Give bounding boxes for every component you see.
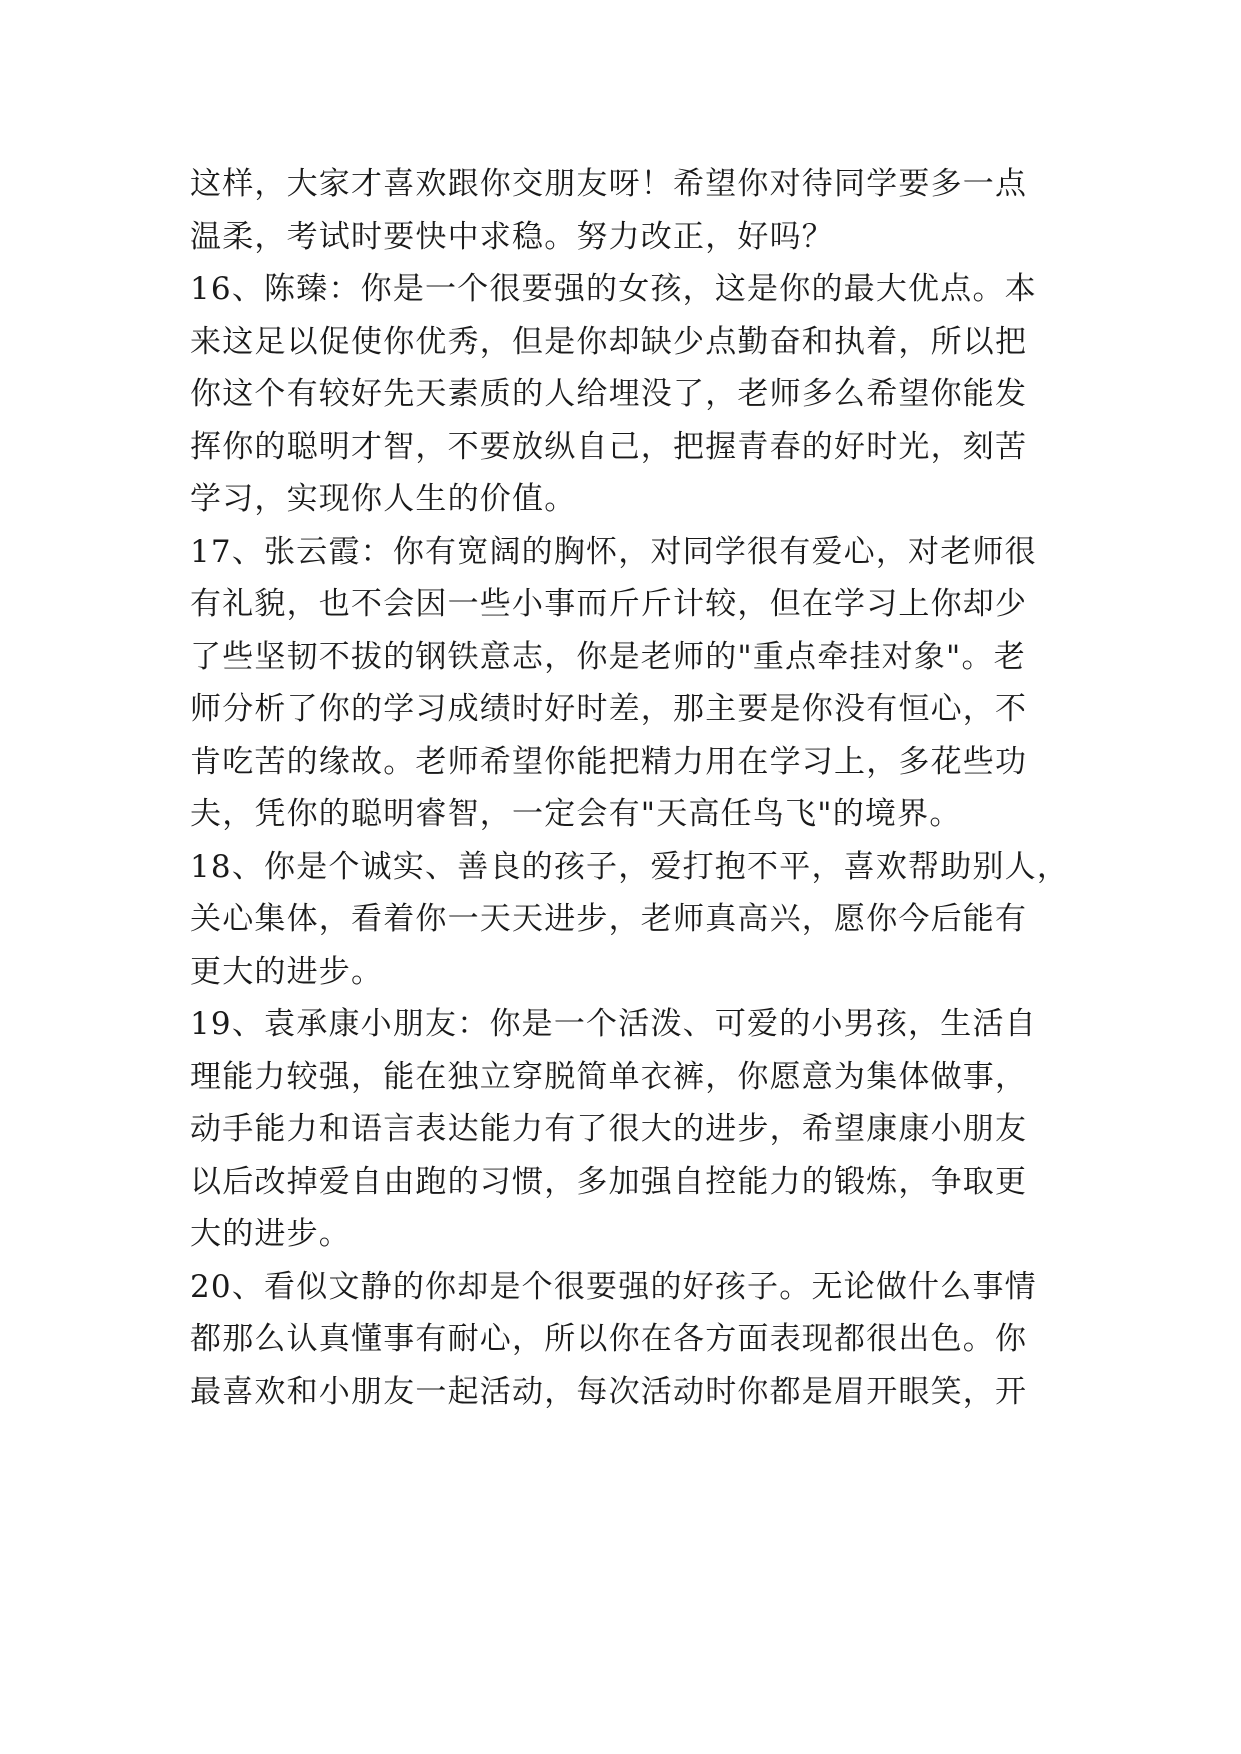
text-line: 温柔，考试时要快中求稳。努力改正，好吗？ <box>190 218 834 255</box>
text-line: 18、你是个诚实、善良的孩子，爱打抱不平，喜欢帮助别人， <box>190 848 1070 885</box>
text-line: 来这足以促使你优秀，但是你却缺少点勤奋和执着，所以把 <box>190 323 1028 360</box>
text-line: 师分析了你的学习成绩时好时差，那主要是你没有恒心，不 <box>190 691 1028 727</box>
document-body-text <box>190 158 1070 1418</box>
text-line: 19、袁承康小朋友：你是一个活泼、可爱的小男孩，生活自 <box>190 1006 1037 1042</box>
text-line: 你这个有较好先天素质的人给埋没了，老师多么希望你能发 <box>190 376 1028 412</box>
text-line: 挥你的聪明才智，不要放纵自己，把握青春的好时光，刻苦 <box>190 428 1028 465</box>
text-line: 17、张云霞：你有宽阔的胸怀，对同学很有爱心，对老师很 <box>190 533 1037 570</box>
text-line: 都那么认真懂事有耐心，所以你在各方面表现都很出色。你 <box>190 1321 1028 1357</box>
text-line: 这样，大家才喜欢跟你交朋友呀！希望你对待同学要多一点 <box>190 166 1028 202</box>
text-line: 更大的进步。 <box>190 953 384 990</box>
text-line: 20、看似文静的你却是个很要强的好孩子。无论做什么事情 <box>190 1268 1037 1305</box>
text-line: 夫，凭你的聪明睿智，一定会有"天高任鸟飞"的境界。 <box>190 796 962 832</box>
text-line: 16、陈臻：你是一个很要强的女孩，这是你的最大优点。本 <box>190 271 1037 307</box>
text-line: 肯吃苦的缘故。老师希望你能把精力用在学习上，多花些功 <box>190 743 1028 780</box>
text-line: 有礼貌，也不会因一些小事而斤斤计较，但在学习上你却少 <box>190 586 1028 622</box>
text-line: 以后改掉爱自由跑的习惯，多加强自控能力的锻炼，争取更 <box>190 1163 1028 1200</box>
text-line: 学习，实现你人生的价值。 <box>190 481 577 517</box>
text-line: 关心集体，看着你一天天进步，老师真高兴，愿你今后能有 <box>190 901 1028 937</box>
text-line: 大的进步。 <box>190 1216 351 1252</box>
text-line: 理能力较强，能在独立穿脱简单衣裤，你愿意为集体做事， <box>190 1058 1028 1095</box>
text-line: 了些坚韧不拔的钢铁意志，你是老师的"重点牵挂对象"。老 <box>190 638 1026 675</box>
text-line: 最喜欢和小朋友一起活动，每次活动时你都是眉开眼笑，开 <box>190 1373 1028 1410</box>
text-line: 动手能力和语言表达能力有了很大的进步，希望康康小朋友 <box>190 1111 1028 1147</box>
